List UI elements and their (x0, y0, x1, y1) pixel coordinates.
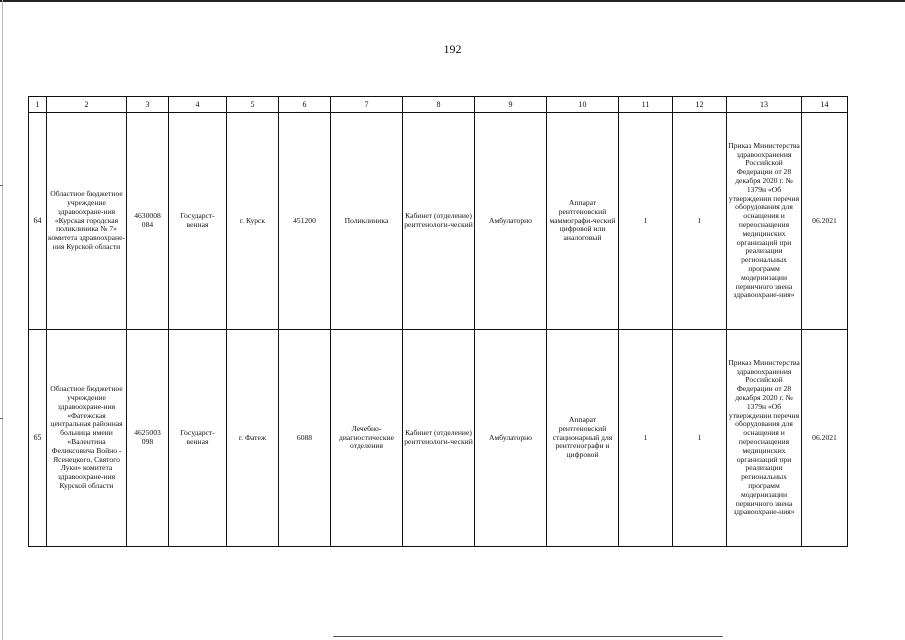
facility-type-cell: Поликлиника (331, 113, 403, 330)
header-cell: 7 (331, 97, 403, 113)
care-form-cell: Амбулаторно (475, 113, 547, 330)
header-cell: 9 (475, 97, 547, 113)
edge-mark (0, 185, 3, 186)
page-number: 192 (443, 42, 462, 56)
table-row (29, 113, 848, 330)
order-cell: Приказ Министерства здравоохранения Российской Федерации от 28 декабря 2020 г. № 1379н «Об утверждении перечня оборудования для оснащения и переоснащения медицинских организаций при реализации региональных программ модернизации первичного звена здравоохране-ния» (727, 330, 802, 547)
header-cell: 13 (727, 97, 802, 113)
header-cell: 4 (169, 97, 227, 113)
left-scan-edge (2, 0, 3, 640)
top-border-line (0, 0, 905, 2)
equipment-cell: Аппарат рентгеновский стационарный для рентгенографи и цифровой (547, 330, 619, 547)
ownership-cell: Государст-венная (169, 330, 227, 547)
order-cell: Приказ Министерства здравоохранения Российской Федерации от 28 декабря 2020 г. № 1379н «Об утверждении перечня оборудования для оснащения и переоснащения медицинских организаций при реализации региональных программ модернизации первичного звена здравоохране-ния» (727, 113, 802, 330)
header-cell: 1 (29, 97, 47, 113)
header-cell: 5 (227, 97, 279, 113)
equipment-table (28, 96, 848, 547)
organization-cell: Областное бюджетное учреждение здравоохране-ния «Курская городская поликлиника № 7» комитета здравоохране-ния Курской области (47, 113, 127, 330)
header-cell: 14 (802, 97, 848, 113)
facility-type-cell: Лечебно-диагностические отделения (331, 330, 403, 547)
row-number: 64 (29, 113, 47, 330)
code-cell: 4625003 098 (127, 330, 169, 547)
date-cell: 06.2021 (802, 113, 848, 330)
date-cell: 06.2021 (802, 330, 848, 547)
table-row (29, 330, 848, 547)
quantity-cell: 1 (673, 330, 727, 547)
department-cell: Кабинет (отделение) рентгенологи-ческий (403, 113, 475, 330)
header-cell: 12 (673, 97, 727, 113)
quantity-cell: 1 (673, 113, 727, 330)
header-cell: 8 (403, 97, 475, 113)
code-cell: 4630008 084 (127, 113, 169, 330)
header-cell: 2 (47, 97, 127, 113)
header-row (29, 97, 848, 113)
care-form-cell: Амбулаторно (475, 330, 547, 547)
index-cell: 451200 (279, 113, 331, 330)
equipment-cell: Аппарат рентгеновский маммографи-ческий цифровой или аналоговый (547, 113, 619, 330)
edge-mark (0, 418, 3, 419)
organization-cell: Областное бюджетное учреждение здравоохране-ния «Фатежская центральная районная больница имени «Валентина Феликсовича Войно - Ясенецкого, Святого Луки» комитета здравоохране-ния Курской области (47, 330, 127, 547)
footer-line (333, 636, 723, 637)
quantity-cell: 1 (619, 330, 673, 547)
row-number: 65 (29, 330, 47, 547)
ownership-cell: Государст-венная (169, 113, 227, 330)
city-cell: г. Курск (227, 113, 279, 330)
city-cell: г. Фатеж (227, 330, 279, 547)
header-cell: 3 (127, 97, 169, 113)
header-cell: 10 (547, 97, 619, 113)
header-cell: 11 (619, 97, 673, 113)
header-cell: 6 (279, 97, 331, 113)
department-cell: Кабинет (отделение) рентгенологи-ческий (403, 330, 475, 547)
quantity-cell: 1 (619, 113, 673, 330)
index-cell: 6088 (279, 330, 331, 547)
